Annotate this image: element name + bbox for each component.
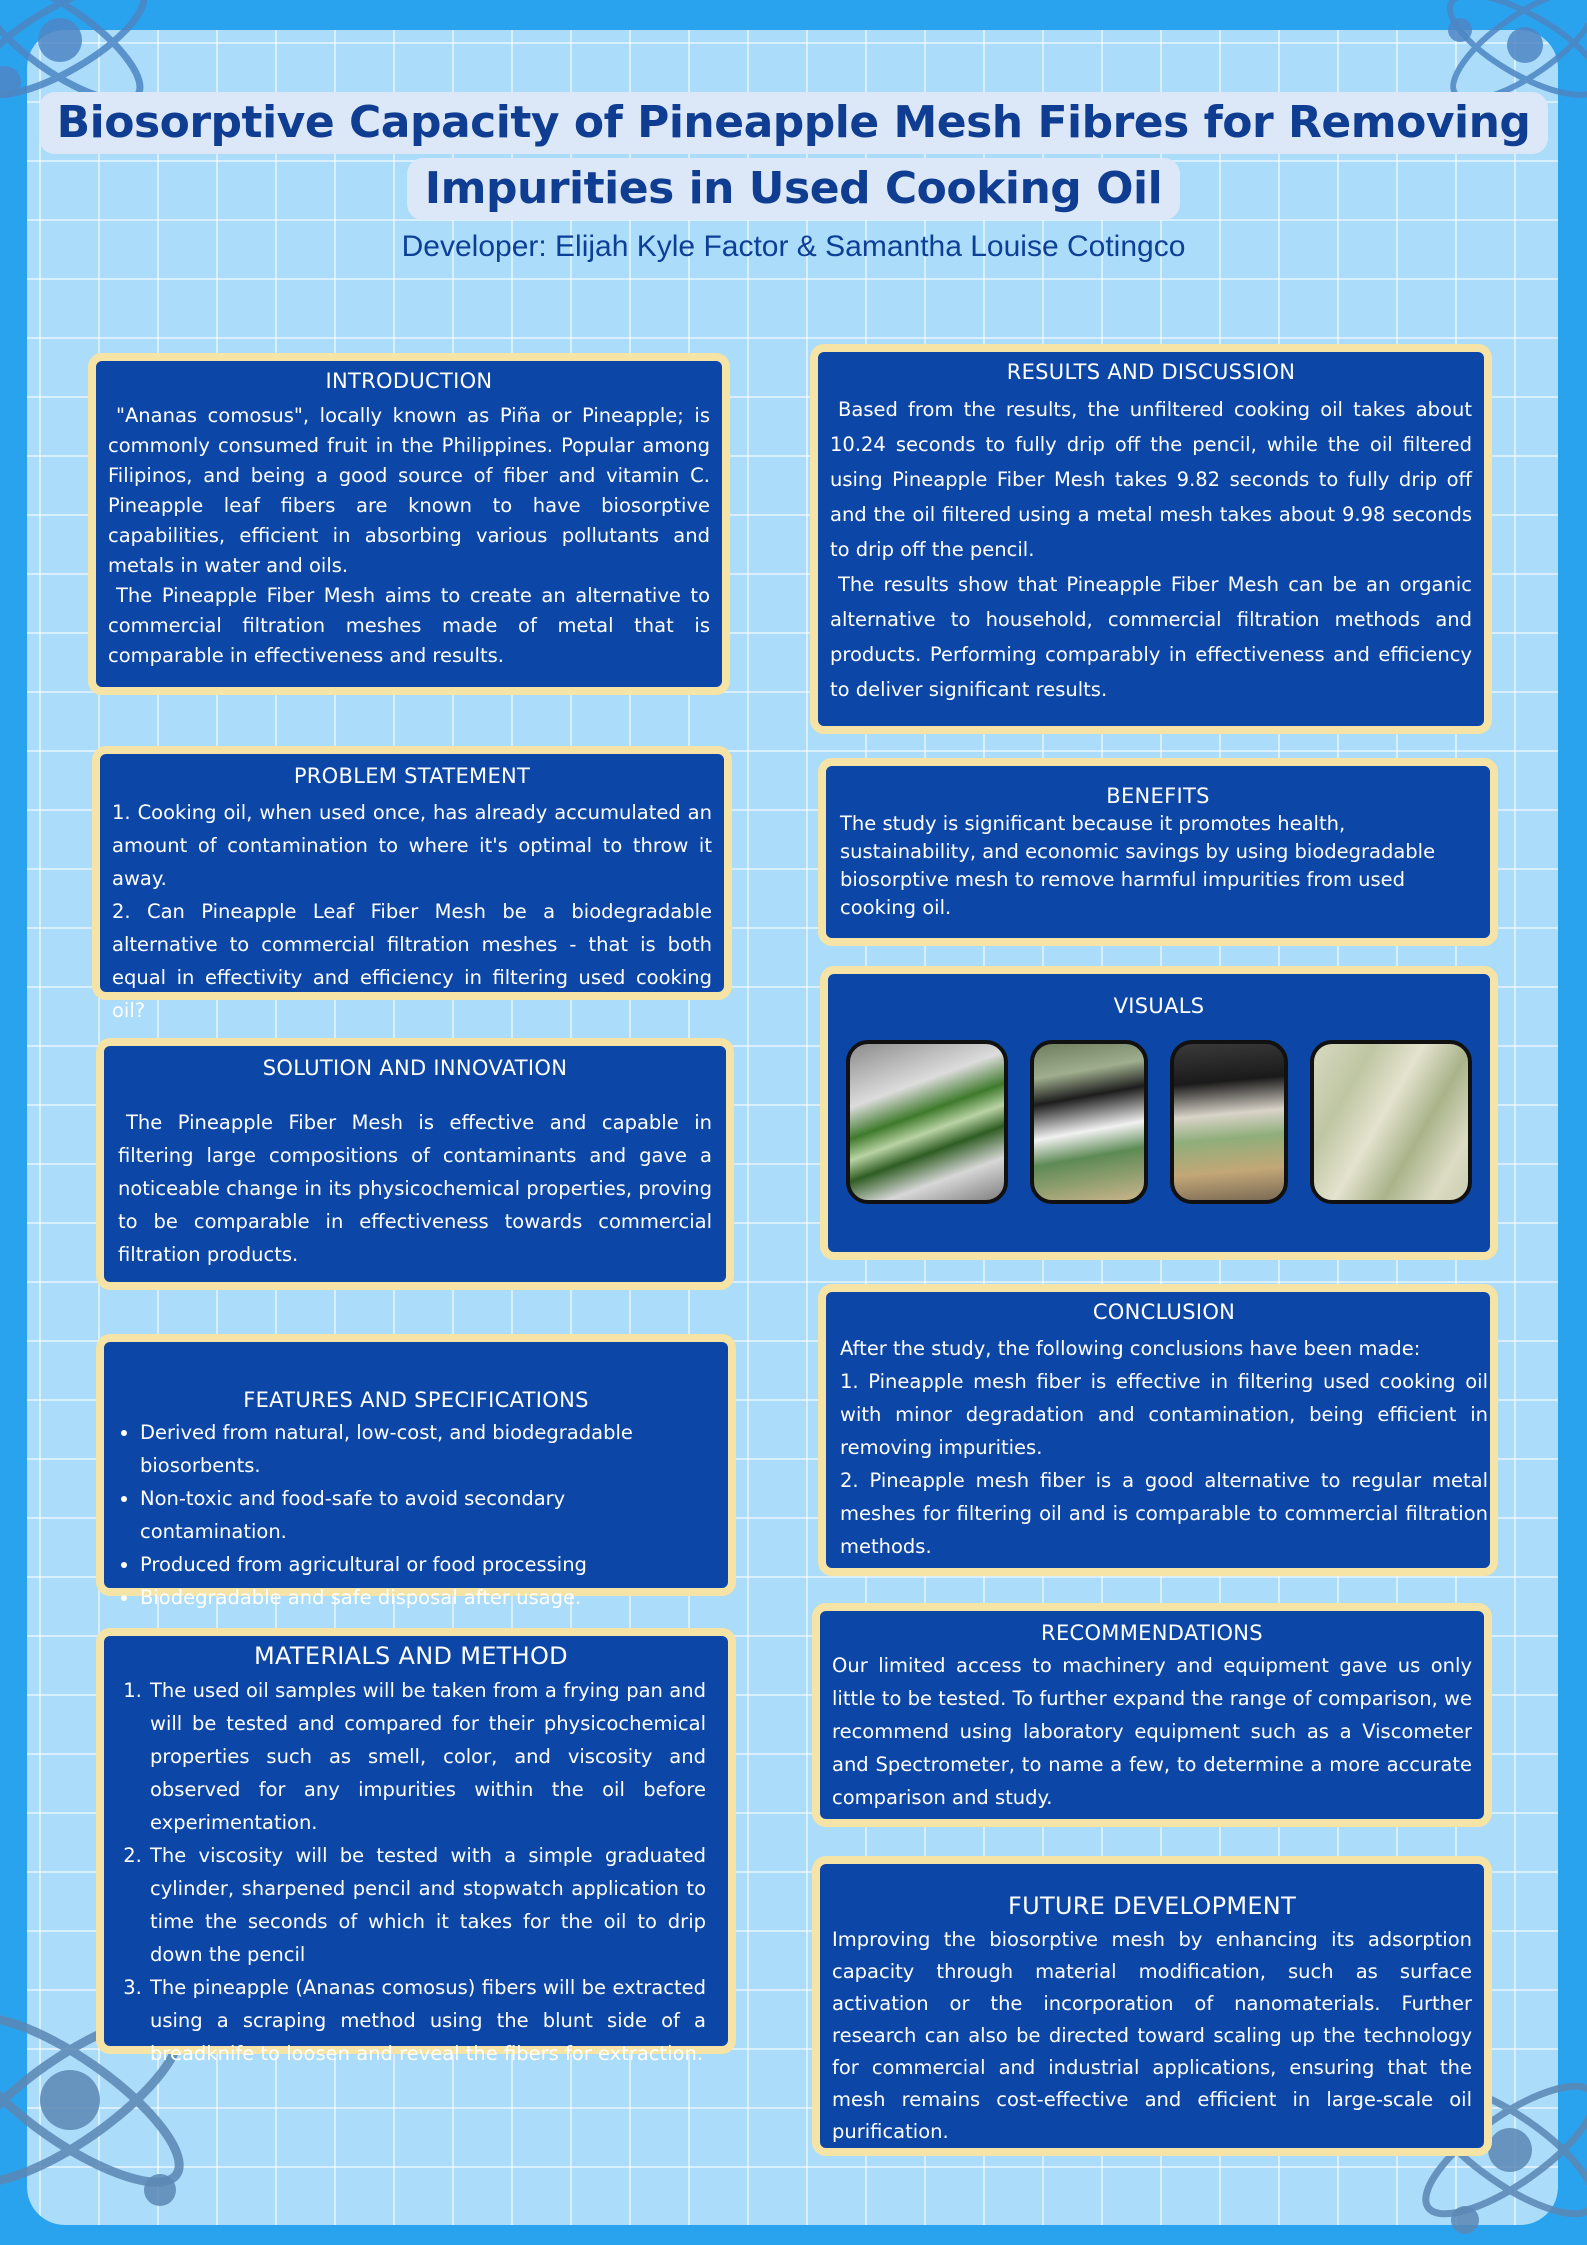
title-line-1: Biosorptive Capacity of Pineapple Mesh Fibres for Removing xyxy=(39,92,1549,154)
visuals-heading: VISUALS xyxy=(1113,994,1205,1018)
problem-statement-heading: PROBLEM STATEMENT xyxy=(293,764,531,788)
recommendations-heading: RECOMMENDATIONS xyxy=(1041,1621,1263,1645)
photo-pineapple-leaves xyxy=(846,1040,1008,1204)
benefits-heading: BENEFITS xyxy=(1106,784,1210,808)
conclusion-card xyxy=(818,1284,1498,1576)
solution-card xyxy=(96,1038,734,1290)
materials-method-list xyxy=(116,1674,706,2070)
visuals-gallery xyxy=(838,1040,1480,1204)
poster-title xyxy=(0,92,1587,220)
introduction-heading: INTRODUCTION xyxy=(325,369,493,393)
title-line-2: Impurities in Used Cooking Oil xyxy=(407,158,1180,220)
feature-item: • Derived from natural, low-cost, and biodegradable biosorbents. xyxy=(140,1416,716,1482)
features-list xyxy=(116,1416,716,1614)
introduction-paragraph-1: "Ananas comosus", locally known as Piña or Pineapple; is commonly consumed fruit in the Philippines. Popular among Filipinos, and being a good source of fiber and vitamin C. Pineapple leaf fibers are known to have biosorptive capabilities, efficient in absorbing various pollutants and metals in water and oils. xyxy=(108,404,710,577)
conclusion-item-1: 1. Pineapple mesh fiber is effective in filtering used cooking oil with minor degradation and contamination, being efficient in removing impurities. xyxy=(840,1370,1488,1459)
conclusion-item-2: 2. Pineapple mesh fiber is a good alternative to regular metal meshes for filtering oil and is comparable to commercial filtration methods. xyxy=(840,1469,1488,1558)
problem-statement-item-2: 2. Can Pineapple Leaf Fiber Mesh be a biodegradable alternative to commercial filtration meshes - that is both equal in effectivity and efficiency in filtering used cooking oil? xyxy=(112,900,712,1022)
benefits-paragraph: The study is significant because it promotes health, sustainability, and economic savings by using biodegradable biosorptive mesh to remove harmful impurities from used cooking oil. xyxy=(840,812,1436,919)
method-step: 2. The viscosity will be tested with a simple graduated cylinder, sharpened pencil and stopwatch application to time the seconds of which it takes for the oil to drip down the pencil xyxy=(148,1839,706,1971)
materials-method-heading: MATERIALS AND METHOD xyxy=(254,1642,568,1670)
recommendations-card xyxy=(812,1603,1492,1827)
visuals-card xyxy=(820,966,1498,1260)
materials-method-card xyxy=(96,1628,736,2065)
problem-statement-card xyxy=(92,746,732,1022)
future-development-heading: FUTURE DEVELOPMENT xyxy=(1007,1892,1297,1920)
method-step: 1. The used oil samples will be taken from a frying pan and will be tested and compared for their physicochemical properties such as smell, color, and viscosity and observed for any impurities within the oil before experimentation. xyxy=(148,1674,706,1839)
future-development-card xyxy=(812,1856,1492,2156)
introduction-paragraph-2: The Pineapple Fiber Mesh aims to create an alternative to commercial filtration meshes made of metal that is comparable in effectiveness and results. xyxy=(108,584,710,667)
results-heading: RESULTS AND DISCUSSION xyxy=(1006,360,1296,384)
features-card xyxy=(96,1334,736,1609)
feature-item: • Biodegradable and safe disposal after usage. xyxy=(140,1581,716,1614)
future-development-paragraph: Improving the biosorptive mesh by enhancing its adsorption capacity through material modification, such as surface activation or the incorporation of nanomaterials. Further research can also be directed toward scaling up the technology for commercial and industrial applications, ensuring that the mesh remains cost-effective and efficient in large-scale oil purification. xyxy=(832,1928,1472,2143)
solution-paragraph: The Pineapple Fiber Mesh is effective and capable in filtering large compositions of contaminants and gave a noticeable change in its physicochemical properties, proving to be comparable in effectiveness towards commercial filtration products. xyxy=(118,1111,712,1266)
feature-item: • Non-toxic and food-safe to avoid secondary contamination. xyxy=(140,1482,716,1548)
recommendations-paragraph: Our limited access to machinery and equipment gave us only little to be tested. To further expand the range of comparison, we recommend using laboratory equipment such as a Viscometer and Spectrometer, to name a few, to determine a more accurate comparison and study. xyxy=(832,1654,1472,1809)
benefits-card xyxy=(818,758,1498,946)
developer-credit: Developer: Elijah Kyle Factor & Samantha Louise Cotingco xyxy=(401,230,1186,263)
feature-item: • Produced from agricultural or food processing xyxy=(140,1548,716,1581)
results-paragraph-1: Based from the results, the unfiltered cooking oil takes about 10.24 seconds to fully drip off the pencil, while the oil filtered using Pineapple Fiber Mesh takes 9.82 seconds to fully drip off and the oil filtered using a metal mesh takes about 9.98 seconds to drip off the pencil. xyxy=(830,398,1472,561)
method-step: 3. The pineapple (Ananas comosus) fibers will be extracted using a scraping method using the blunt side of a breadknife to loosen and reveal the fibers for extraction. xyxy=(148,1971,706,2070)
conclusion-intro: After the study, the following conclusions have been made: xyxy=(840,1337,1421,1360)
photo-pineapple-fibers xyxy=(1310,1040,1472,1204)
features-heading: FEATURES AND SPECIFICATIONS xyxy=(243,1388,589,1412)
introduction-card xyxy=(88,353,730,695)
problem-statement-item-1: 1. Cooking oil, when used once, has already accumulated an amount of contamination to where it's optimal to throw it away. xyxy=(112,801,712,890)
conclusion-heading: CONCLUSION xyxy=(1092,1300,1236,1324)
photo-student-scraping xyxy=(1030,1040,1148,1204)
photo-student-extracting xyxy=(1170,1040,1288,1204)
solution-heading: SOLUTION AND INNOVATION xyxy=(262,1056,568,1080)
results-paragraph-2: The results show that Pineapple Fiber Mesh can be an organic alternative to household, commercial filtration methods and products. Performing comparably in effectiveness and efficiency to deliver significant results. xyxy=(830,573,1472,701)
results-discussion-card xyxy=(810,344,1492,734)
